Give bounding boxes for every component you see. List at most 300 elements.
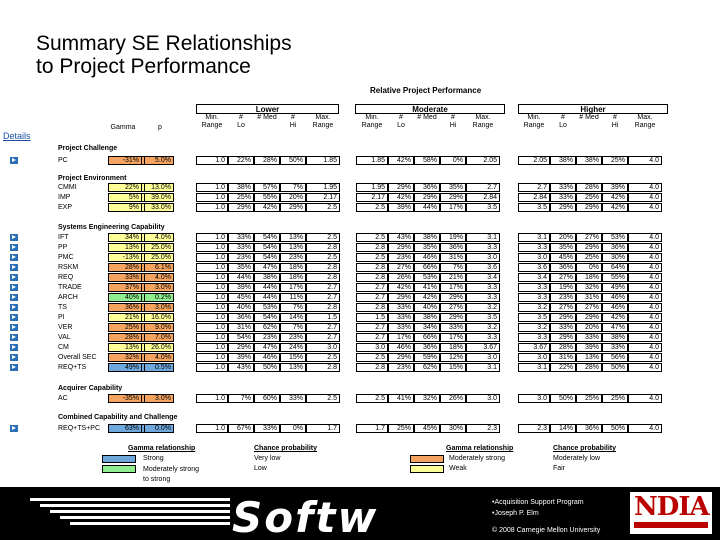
header-med-lower: # Med bbox=[257, 114, 277, 121]
value-cell: 1.5 bbox=[356, 313, 388, 322]
value-cell: 33% bbox=[550, 193, 576, 202]
p-cell: 0.5% bbox=[144, 363, 174, 372]
value-cell: 27% bbox=[550, 273, 576, 282]
table-row bbox=[58, 193, 668, 202]
value-cell: 45% bbox=[228, 293, 254, 302]
value-cell: 66% bbox=[414, 263, 440, 272]
p-cell: 3.0% bbox=[144, 303, 174, 312]
details-arrow-icon[interactable] bbox=[10, 425, 18, 432]
table-row bbox=[58, 253, 668, 262]
gamma-cell: 25% bbox=[108, 323, 142, 332]
row-label: CM bbox=[58, 344, 69, 351]
value-cell: 44% bbox=[254, 293, 280, 302]
value-cell: 1.0 bbox=[196, 333, 228, 342]
value-cell: 55% bbox=[602, 273, 628, 282]
value-cell: 2.7 bbox=[306, 283, 340, 292]
value-cell: 2.8 bbox=[356, 363, 388, 372]
value-cell: 29% bbox=[414, 193, 440, 202]
value-cell: 1.0 bbox=[196, 263, 228, 272]
value-cell: 35% bbox=[228, 263, 254, 272]
value-cell: 42% bbox=[388, 156, 414, 165]
value-cell: 38% bbox=[414, 313, 440, 322]
header-hi-moderate: # Hi bbox=[449, 114, 457, 129]
table-row bbox=[58, 293, 668, 302]
value-cell: 2.84 bbox=[518, 193, 550, 202]
details-arrow-icon[interactable] bbox=[10, 244, 18, 251]
gamma-cell: 28% bbox=[108, 263, 142, 272]
value-cell: 33% bbox=[280, 394, 306, 403]
value-cell: 44% bbox=[228, 273, 254, 282]
value-cell: 2.3 bbox=[466, 424, 500, 433]
value-cell: 36% bbox=[440, 243, 466, 252]
value-cell: 14% bbox=[550, 424, 576, 433]
gamma-cell: 22% bbox=[108, 183, 142, 192]
value-cell: 18% bbox=[440, 343, 466, 352]
value-cell: 33% bbox=[388, 303, 414, 312]
row-label: CMMI bbox=[58, 184, 77, 191]
legend-mod-strong-right: Moderately strong bbox=[449, 455, 506, 462]
value-cell: 27% bbox=[440, 303, 466, 312]
value-cell: 1.0 bbox=[196, 343, 228, 352]
value-cell: 25% bbox=[228, 193, 254, 202]
value-cell: 2.5 bbox=[306, 233, 340, 242]
footer-copyright: © 2008 Carnegie Mellon University bbox=[492, 527, 601, 534]
value-cell: 20% bbox=[280, 193, 306, 202]
value-cell: 46% bbox=[602, 303, 628, 312]
value-cell: 4.0 bbox=[628, 424, 662, 433]
value-cell: 36% bbox=[228, 313, 254, 322]
legend-mod-low: Moderately low bbox=[553, 455, 601, 462]
header-hi-higher: # Hi bbox=[611, 114, 619, 129]
gamma-cell: 40% bbox=[108, 293, 142, 302]
details-arrow-icon[interactable] bbox=[10, 294, 18, 301]
details-arrow-icon[interactable] bbox=[10, 254, 18, 261]
value-cell: 2.84 bbox=[466, 193, 500, 202]
value-cell: 1.95 bbox=[306, 183, 340, 192]
value-cell: 23% bbox=[228, 253, 254, 262]
legend-gamma-title-left: Gamma relationship bbox=[128, 445, 196, 452]
section-project-environment: Project Environment bbox=[58, 175, 127, 182]
value-cell: 41% bbox=[388, 394, 414, 403]
value-cell: 35% bbox=[414, 243, 440, 252]
value-cell: 2.7 bbox=[306, 323, 340, 332]
value-cell: 42% bbox=[388, 193, 414, 202]
gamma-cell: 13% bbox=[108, 343, 142, 352]
group-lower: Lower bbox=[196, 104, 339, 114]
value-cell: 17% bbox=[440, 283, 466, 292]
value-cell: 44% bbox=[254, 283, 280, 292]
value-cell: 2.8 bbox=[356, 303, 388, 312]
table-row bbox=[58, 283, 668, 292]
value-cell: 35% bbox=[440, 183, 466, 192]
legend-swatch-weak bbox=[410, 465, 444, 473]
value-cell: 29% bbox=[388, 243, 414, 252]
value-cell: 27% bbox=[576, 233, 602, 242]
value-cell: 1.0 bbox=[196, 424, 228, 433]
value-cell: 64% bbox=[602, 263, 628, 272]
legend-gamma-title-right: Gamma relationship bbox=[446, 445, 514, 452]
value-cell: 3.3 bbox=[466, 293, 500, 302]
legend-swatch-mod-strong bbox=[102, 465, 136, 473]
value-cell: 2.8 bbox=[356, 273, 388, 282]
value-cell: 2.8 bbox=[306, 303, 340, 312]
value-cell: 2.7 bbox=[518, 183, 550, 192]
value-cell: 66% bbox=[414, 333, 440, 342]
value-cell: 24% bbox=[280, 343, 306, 352]
value-cell: 2.7 bbox=[356, 283, 388, 292]
value-cell: 29% bbox=[440, 193, 466, 202]
value-cell: 41% bbox=[414, 283, 440, 292]
value-cell: 1.7 bbox=[306, 424, 340, 433]
value-cell: 20% bbox=[576, 323, 602, 332]
legend-fair: Fair bbox=[553, 465, 566, 472]
table-row bbox=[58, 313, 668, 322]
value-cell: 25% bbox=[576, 253, 602, 262]
value-cell: 2.7 bbox=[356, 333, 388, 342]
value-cell: 2.8 bbox=[306, 363, 340, 372]
value-cell: 3.0 bbox=[466, 353, 500, 362]
value-cell: 2.5 bbox=[356, 203, 388, 212]
value-cell: 3.3 bbox=[518, 333, 550, 342]
value-cell: 42% bbox=[602, 193, 628, 202]
value-cell: 23% bbox=[280, 333, 306, 342]
table-row bbox=[58, 263, 668, 272]
value-cell: 3.0 bbox=[466, 253, 500, 262]
value-cell: 3.0 bbox=[466, 394, 500, 403]
stripes-graphic bbox=[30, 495, 230, 531]
value-cell: 3.1 bbox=[466, 233, 500, 242]
value-cell: 1.0 bbox=[196, 293, 228, 302]
value-cell: 13% bbox=[280, 233, 306, 242]
row-label: RSKM bbox=[58, 264, 79, 271]
p-cell: 0.0% bbox=[144, 424, 174, 433]
details-arrow-icon[interactable] bbox=[10, 344, 18, 351]
group-moderate: Moderate bbox=[355, 104, 505, 114]
value-cell: 1.0 bbox=[196, 313, 228, 322]
value-cell: 7% bbox=[440, 263, 466, 272]
value-cell: 25% bbox=[576, 394, 602, 403]
p-cell: 7.0% bbox=[144, 333, 174, 342]
value-cell: 33% bbox=[228, 233, 254, 242]
value-cell: 0% bbox=[280, 424, 306, 433]
value-cell: 1.0 bbox=[196, 193, 228, 202]
legend-strong: Strong bbox=[143, 455, 164, 462]
value-cell: 1.0 bbox=[196, 363, 228, 372]
value-cell: 1.0 bbox=[196, 233, 228, 242]
details-link[interactable]: Details bbox=[3, 131, 31, 141]
row-label: PMC bbox=[58, 254, 74, 261]
row-label: PC bbox=[58, 157, 68, 164]
table-row bbox=[58, 303, 668, 312]
value-cell: 23% bbox=[280, 253, 306, 262]
value-cell: 27% bbox=[388, 263, 414, 272]
value-cell: 46% bbox=[388, 343, 414, 352]
value-cell: 3.0 bbox=[518, 353, 550, 362]
p-cell: 4.0% bbox=[144, 233, 174, 242]
header-gamma: Gamma bbox=[110, 124, 136, 131]
value-cell: 29% bbox=[576, 313, 602, 322]
value-cell: 50% bbox=[602, 363, 628, 372]
value-cell: 3.67 bbox=[466, 343, 500, 352]
value-cell: 2.17 bbox=[356, 193, 388, 202]
value-cell: 29% bbox=[388, 293, 414, 302]
value-cell: 59% bbox=[414, 353, 440, 362]
row-label: REQ+TS bbox=[58, 364, 87, 371]
value-cell: 22% bbox=[550, 363, 576, 372]
value-cell: 28% bbox=[550, 343, 576, 352]
header-max-higher: Max. Range bbox=[634, 114, 656, 129]
value-cell: 49% bbox=[602, 283, 628, 292]
details-arrow-icon[interactable] bbox=[10, 274, 18, 281]
value-cell: 3.4 bbox=[466, 273, 500, 282]
value-cell: 1.0 bbox=[196, 203, 228, 212]
header-min-moderate: Min. Range bbox=[361, 114, 383, 129]
p-cell: 16.0% bbox=[144, 313, 174, 322]
value-cell: 32% bbox=[414, 394, 440, 403]
details-arrow-icon[interactable] bbox=[10, 354, 18, 361]
details-arrow-icon[interactable] bbox=[10, 304, 18, 311]
table-row bbox=[58, 333, 668, 342]
value-cell: 54% bbox=[254, 233, 280, 242]
value-cell: 4.0 bbox=[628, 333, 662, 342]
footer-notes bbox=[492, 497, 600, 536]
value-cell: 3.2 bbox=[466, 303, 500, 312]
details-arrow-icon[interactable] bbox=[10, 324, 18, 331]
gamma-cell: -31% bbox=[108, 156, 142, 165]
value-cell: 47% bbox=[602, 323, 628, 332]
table-row bbox=[58, 343, 668, 352]
value-cell: 12% bbox=[440, 353, 466, 362]
details-arrow-icon[interactable] bbox=[10, 364, 18, 371]
value-cell: 29% bbox=[280, 203, 306, 212]
value-cell: 62% bbox=[254, 323, 280, 332]
value-cell: 23% bbox=[550, 293, 576, 302]
value-cell: 33% bbox=[254, 424, 280, 433]
table-row bbox=[58, 183, 668, 192]
value-cell: 1.85 bbox=[356, 156, 388, 165]
value-cell: 35% bbox=[550, 243, 576, 252]
row-label: REQ bbox=[58, 274, 74, 281]
p-cell: 4.0% bbox=[144, 273, 174, 282]
section-se-capability: Systems Engineering Capability bbox=[58, 224, 165, 231]
details-arrow-icon[interactable] bbox=[10, 157, 18, 164]
header-med-moderate: # Med bbox=[417, 114, 437, 121]
value-cell: 43% bbox=[228, 363, 254, 372]
value-cell: 56% bbox=[602, 353, 628, 362]
value-cell: 18% bbox=[280, 273, 306, 282]
value-cell: 4.0 bbox=[628, 353, 662, 362]
value-cell: 53% bbox=[254, 303, 280, 312]
value-cell: 28% bbox=[576, 363, 602, 372]
details-arrow-icon[interactable] bbox=[10, 234, 18, 241]
details-arrow-icon[interactable] bbox=[10, 334, 18, 341]
value-cell: 33% bbox=[388, 323, 414, 332]
header-p: p bbox=[158, 124, 162, 131]
value-cell: 2.5 bbox=[306, 353, 340, 362]
value-cell: 4.0 bbox=[628, 363, 662, 372]
value-cell: 47% bbox=[254, 343, 280, 352]
value-cell: 1.7 bbox=[356, 424, 388, 433]
value-cell: 50% bbox=[280, 156, 306, 165]
value-cell: 2.17 bbox=[306, 193, 340, 202]
row-label: PI bbox=[58, 314, 65, 321]
value-cell: 3.5 bbox=[518, 313, 550, 322]
p-cell: 39.0% bbox=[144, 193, 174, 202]
row-label: IFT bbox=[58, 234, 69, 241]
value-cell: 31% bbox=[576, 293, 602, 302]
value-cell: 30% bbox=[602, 253, 628, 262]
value-cell: 39% bbox=[602, 183, 628, 192]
value-cell: 1.0 bbox=[196, 156, 228, 165]
value-cell: 33% bbox=[388, 313, 414, 322]
value-cell: 45% bbox=[414, 424, 440, 433]
value-cell: 32% bbox=[576, 283, 602, 292]
gamma-cell: 28% bbox=[108, 333, 142, 342]
value-cell: 29% bbox=[576, 203, 602, 212]
value-cell: 3.0 bbox=[306, 343, 340, 352]
table-row bbox=[58, 156, 668, 165]
value-cell: 1.5 bbox=[306, 313, 340, 322]
value-cell: 2.7 bbox=[306, 333, 340, 342]
details-arrow-icon[interactable] bbox=[10, 314, 18, 321]
relative-performance-title: Relative Project Performance bbox=[370, 86, 482, 95]
p-cell: 25.0% bbox=[144, 243, 174, 252]
p-cell: 9.0% bbox=[144, 323, 174, 332]
value-cell: 62% bbox=[414, 363, 440, 372]
value-cell: 2.8 bbox=[306, 263, 340, 272]
value-cell: 29% bbox=[388, 183, 414, 192]
legend-swatch-moderate bbox=[410, 455, 444, 463]
value-cell: 43% bbox=[388, 233, 414, 242]
value-cell: 3.6 bbox=[518, 263, 550, 272]
value-cell: 4.0 bbox=[628, 323, 662, 332]
value-cell: 38% bbox=[602, 333, 628, 342]
value-cell: 1.0 bbox=[196, 283, 228, 292]
value-cell: 3.3 bbox=[518, 243, 550, 252]
value-cell: 21% bbox=[440, 273, 466, 282]
value-cell: 17% bbox=[440, 203, 466, 212]
value-cell: 4.0 bbox=[628, 193, 662, 202]
value-cell: 4.0 bbox=[628, 313, 662, 322]
value-cell: 33% bbox=[602, 343, 628, 352]
legend-swatch-strong bbox=[102, 455, 136, 463]
value-cell: 58% bbox=[414, 156, 440, 165]
value-cell: 3.3 bbox=[518, 283, 550, 292]
value-cell: 2.05 bbox=[466, 156, 500, 165]
ndia-logo bbox=[630, 492, 712, 534]
value-cell: 1.0 bbox=[196, 183, 228, 192]
legend-low: Low bbox=[254, 465, 267, 472]
p-cell: 13.0% bbox=[144, 183, 174, 192]
value-cell: 23% bbox=[254, 333, 280, 342]
details-arrow-icon[interactable] bbox=[10, 284, 18, 291]
gamma-cell: 36% bbox=[108, 303, 142, 312]
value-cell: 3.0 bbox=[518, 253, 550, 262]
value-cell: 38% bbox=[550, 156, 576, 165]
gamma-cell: 32% bbox=[108, 353, 142, 362]
value-cell: 29% bbox=[388, 353, 414, 362]
value-cell: 2.5 bbox=[356, 233, 388, 242]
details-arrow-icon[interactable] bbox=[10, 264, 18, 271]
value-cell: 50% bbox=[602, 424, 628, 433]
value-cell: 36% bbox=[550, 263, 576, 272]
group-higher: Higher bbox=[518, 104, 668, 114]
value-cell: 2.5 bbox=[306, 394, 340, 403]
value-cell: 2.8 bbox=[306, 273, 340, 282]
value-cell: 29% bbox=[228, 343, 254, 352]
value-cell: 1.0 bbox=[196, 243, 228, 252]
row-label: VER bbox=[58, 324, 73, 331]
value-cell: 36% bbox=[414, 343, 440, 352]
header-max-lower: Max. Range bbox=[312, 114, 334, 129]
table-row bbox=[58, 243, 668, 252]
value-cell: 1.0 bbox=[196, 253, 228, 262]
value-cell: 2.8 bbox=[356, 263, 388, 272]
value-cell: 2.7 bbox=[356, 323, 388, 332]
value-cell: 38% bbox=[414, 233, 440, 242]
value-cell: 3.0 bbox=[356, 343, 388, 352]
value-cell: 57% bbox=[254, 183, 280, 192]
value-cell: 34% bbox=[414, 323, 440, 332]
value-cell: 3.2 bbox=[518, 303, 550, 312]
softw-logo: Softw bbox=[232, 493, 379, 540]
ndia-logo-bar bbox=[634, 522, 708, 528]
value-cell: 3.3 bbox=[466, 243, 500, 252]
value-cell: 29% bbox=[550, 313, 576, 322]
value-cell: 2.8 bbox=[356, 243, 388, 252]
header-min-higher: Min. Range bbox=[523, 114, 545, 129]
value-cell: 1.85 bbox=[306, 156, 340, 165]
value-cell: 2.5 bbox=[306, 203, 340, 212]
legend-chance-title-left: Chance probability bbox=[254, 445, 318, 452]
value-cell: 40% bbox=[414, 303, 440, 312]
value-cell: 36% bbox=[576, 424, 602, 433]
value-cell: 3.2 bbox=[518, 323, 550, 332]
value-cell: 2.8 bbox=[306, 243, 340, 252]
value-cell: 4.0 bbox=[628, 303, 662, 312]
value-cell: 23% bbox=[388, 363, 414, 372]
value-cell: 4.0 bbox=[628, 233, 662, 242]
value-cell: 17% bbox=[440, 333, 466, 342]
value-cell: 3.6 bbox=[466, 263, 500, 272]
row-label: AC bbox=[58, 395, 68, 402]
value-cell: 1.0 bbox=[196, 273, 228, 282]
value-cell: 3.67 bbox=[518, 343, 550, 352]
title-line-2: to Project Performance bbox=[36, 55, 251, 78]
value-cell: 3.0 bbox=[518, 394, 550, 403]
row-label: REQ+TS+PC bbox=[58, 425, 101, 432]
value-cell: 1.0 bbox=[196, 303, 228, 312]
gamma-cell: 34% bbox=[108, 233, 142, 242]
value-cell: 31% bbox=[228, 323, 254, 332]
value-cell: 2.3 bbox=[518, 424, 550, 433]
value-cell: 0% bbox=[440, 156, 466, 165]
value-cell: 29% bbox=[228, 203, 254, 212]
table-row bbox=[58, 273, 668, 282]
value-cell: 2.7 bbox=[466, 183, 500, 192]
gamma-cell: -35% bbox=[108, 394, 142, 403]
value-cell: 3.5 bbox=[466, 203, 500, 212]
value-cell: 42% bbox=[602, 313, 628, 322]
legend-weak: Weak bbox=[449, 465, 467, 472]
value-cell: 38% bbox=[254, 273, 280, 282]
value-cell: 3.5 bbox=[518, 203, 550, 212]
value-cell: 31% bbox=[440, 253, 466, 262]
value-cell: 4.0 bbox=[628, 253, 662, 262]
value-cell: 2.5 bbox=[356, 353, 388, 362]
value-cell: 4.0 bbox=[628, 293, 662, 302]
value-cell: 4.0 bbox=[628, 203, 662, 212]
